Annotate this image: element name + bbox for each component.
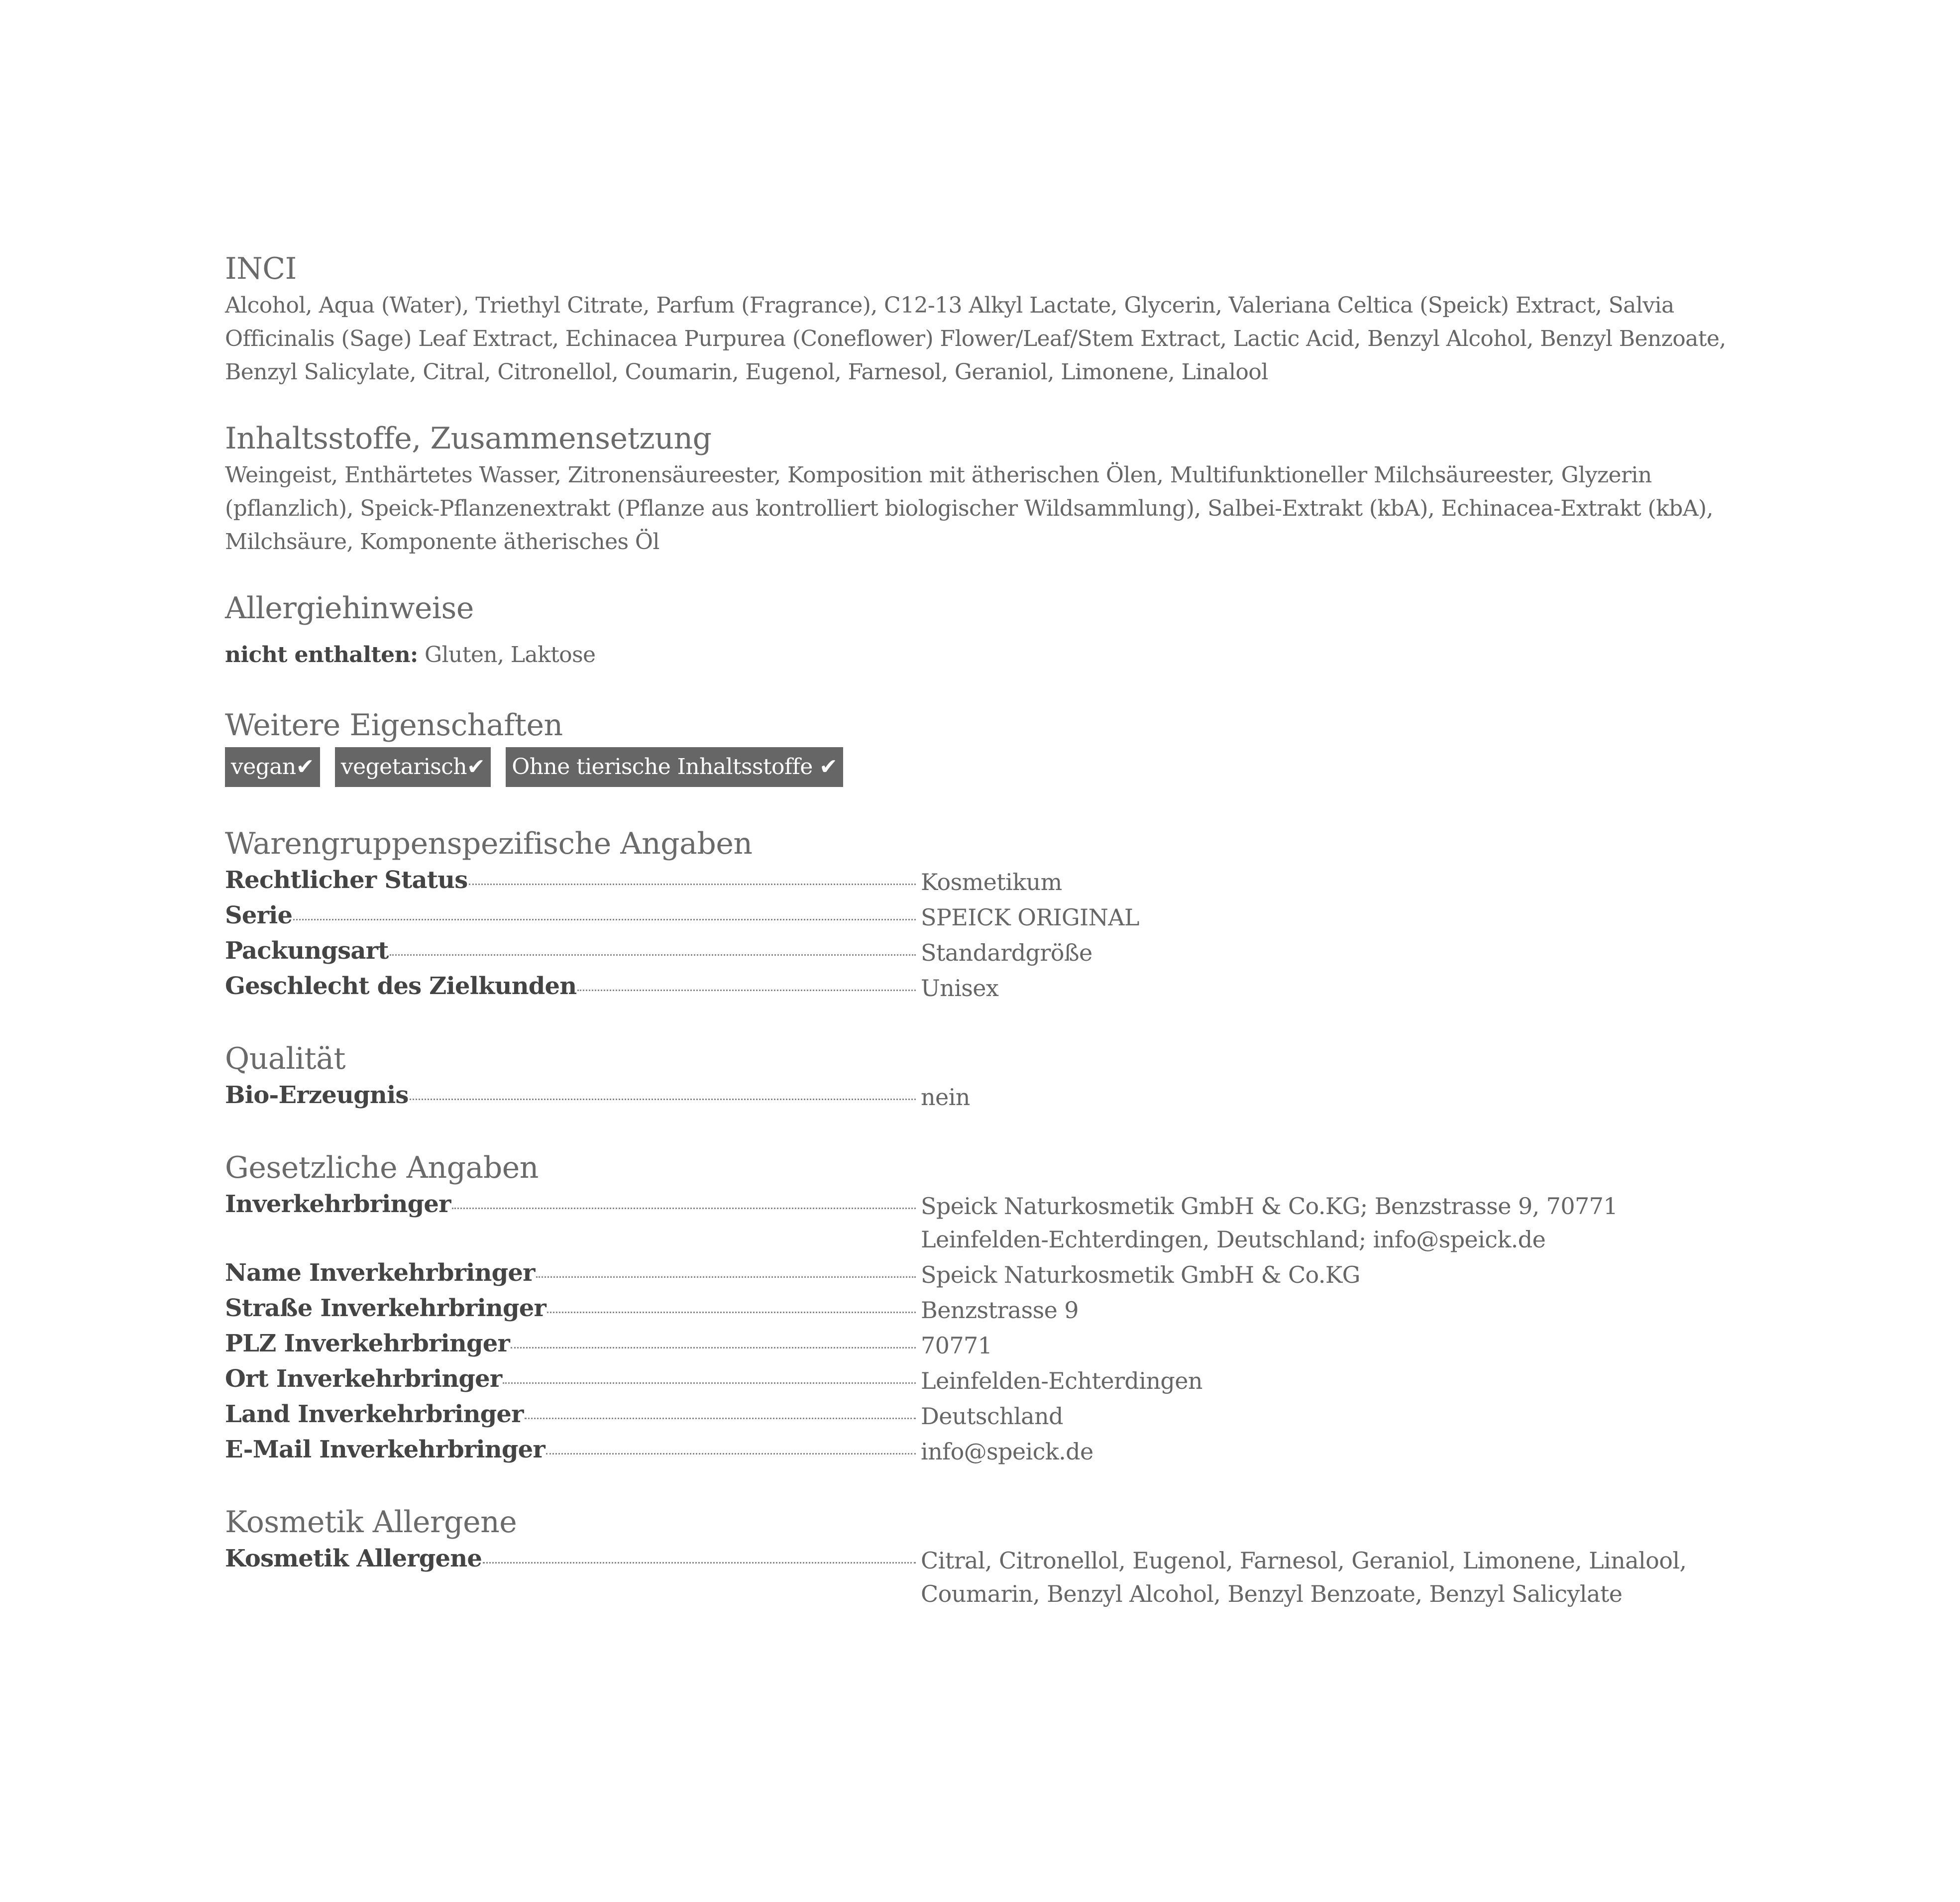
ingredients-heading: Inhaltsstoffe, Zusammensetzung: [225, 421, 712, 456]
row-value-distributor-name: Speick Naturkosmetik GmbH & Co.KG: [921, 1261, 1360, 1288]
product-group-row: [225, 934, 1738, 970]
row-value-legal-status: Kosmetikum: [921, 869, 1062, 895]
badge-no-animal-ingredients: Ohne tierische Inhaltsstoffe ✔: [506, 747, 843, 787]
legal-row: [225, 1362, 1738, 1398]
row-value-cosmetic-allergens: Citral, Citronellol, Eugenol, Farnesol, Geraniol, Limonene, Linalool, Coumarin, Benzyl Alcohol, Benzyl Benzoate, Benzyl Salicylate: [921, 1547, 1687, 1607]
dot-leader: [546, 1453, 916, 1454]
dot-leader: [293, 918, 916, 920]
row-key-series: Serie: [225, 901, 293, 929]
ingredients-text: Weingeist, Enthärtetes Wasser, Zitronensäureester, Komposition mit ätherischen Ölen, Multifunktioneller Milchsäureester, Glyzerin (pflanzlich), Speick-Pflanzenextrakt (Pflanze aus kontrolliert biologischer Wildsammlung), Salbei-Extrakt (kbA), Echinacea-Extrakt (kbA), Milchsäure, Komponente ätherisches Öl: [225, 462, 1713, 555]
cosmetic-allergens-section: [225, 1502, 1738, 1611]
row-value-series: SPEICK ORIGINAL: [921, 904, 1139, 931]
badge-vegan: vegan✔: [225, 747, 320, 787]
product-group-row: [225, 970, 1738, 1005]
allergy-section: [225, 588, 1738, 671]
dot-leader: [503, 1382, 916, 1384]
legal-section: [225, 1148, 1738, 1468]
dot-leader: [483, 1562, 916, 1564]
properties-heading: Weitere Eigenschaften: [225, 708, 563, 743]
product-group-row: [225, 899, 1738, 934]
inci-heading: INCI: [225, 251, 297, 286]
row-key-distributor-email: E-Mail Inverkehrbringer: [225, 1436, 545, 1463]
cosmetic-allergens-row: [225, 1542, 1738, 1611]
dot-leader: [525, 1417, 916, 1419]
product-group-row: [225, 864, 1738, 899]
allergy-heading: Allergiehinweise: [225, 591, 474, 626]
row-value-distributor-street: Benzstrasse 9: [921, 1297, 1079, 1324]
row-key-distributor-name: Name Inverkehrbringer: [225, 1259, 535, 1287]
ingredients-section: [225, 419, 1738, 559]
dot-leader: [536, 1276, 916, 1278]
dot-leader: [511, 1346, 916, 1348]
legal-table: [225, 1188, 1738, 1468]
badge-vegetarian: vegetarisch✔: [335, 747, 491, 787]
product-group-table: [225, 864, 1738, 1005]
row-value-organic: nein: [921, 1084, 970, 1111]
dot-leader: [390, 954, 916, 956]
row-key-distributor-zip: PLZ Inverkehrbringer: [225, 1330, 510, 1357]
row-key-distributor: Inverkehrbringer: [225, 1190, 451, 1218]
quality-row: [225, 1079, 1738, 1114]
row-value-distributor-city: Leinfelden-Echterdingen: [921, 1367, 1202, 1394]
row-value-package-type: Standardgröße: [921, 939, 1092, 966]
allergy-info: [225, 638, 1738, 671]
allergy-label: nicht enthalten:: [225, 642, 418, 668]
row-key-distributor-street: Straße Inverkehrbringer: [225, 1294, 546, 1322]
dot-leader: [469, 883, 916, 885]
quality-table: [225, 1079, 1738, 1114]
row-key-distributor-city: Ort Inverkehrbringer: [225, 1365, 502, 1393]
inci-section: [225, 249, 1738, 389]
row-value-distributor-email: info@speick.de: [921, 1438, 1093, 1465]
dot-leader: [410, 1098, 916, 1100]
row-key-cosmetic-allergens: Kosmetik Allergene: [225, 1545, 482, 1572]
allergy-value: Gluten, Laktose: [418, 642, 596, 668]
product-details: [225, 249, 1738, 1611]
legal-row: [225, 1292, 1738, 1327]
product-group-heading: Warengruppenspezifische Angaben: [225, 826, 753, 861]
inci-text: Alcohol, Aqua (Water), Triethyl Citrate, Parfum (Fragrance), C12-13 Alkyl Lactate, Glycerin, Valeriana Celtica (Speick) Extract, Salvia Officinalis (Sage) Leaf Extract, Echinacea Purpurea (Coneflower) Flower/Leaf/Stem Extract, Lactic Acid, Benzyl Alcohol, Benzyl Benzoate, Benzyl Salicylate, Citral, Citronellol, Coumarin, Eugenol, Farnesol, Geraniol, Limonene, Linalool: [225, 293, 1726, 385]
row-key-organic: Bio-Erzeugnis: [225, 1081, 409, 1109]
legal-row: [225, 1188, 1738, 1256]
row-key-target-gender: Geschlecht des Zielkunden: [225, 972, 577, 1000]
row-value-distributor-country: Deutschland: [921, 1403, 1063, 1430]
properties-section: [225, 705, 1738, 787]
dot-leader: [577, 989, 916, 991]
row-key-legal-status: Rechtlicher Status: [225, 866, 468, 894]
row-value-distributor-zip: 70771: [921, 1332, 992, 1359]
cosmetic-allergens-table: [225, 1542, 1738, 1611]
legal-row: [225, 1327, 1738, 1362]
property-badges: [225, 747, 1738, 787]
dot-leader: [452, 1207, 916, 1209]
legal-row: [225, 1256, 1738, 1292]
legal-heading: Gesetzliche Angaben: [225, 1150, 539, 1185]
dot-leader: [547, 1311, 916, 1313]
cosmetic-allergens-heading: Kosmetik Allergene: [225, 1505, 517, 1540]
row-value-target-gender: Unisex: [921, 975, 999, 1002]
row-key-package-type: Packungsart: [225, 937, 389, 965]
quality-section: [225, 1039, 1738, 1114]
row-key-distributor-country: Land Inverkehrbringer: [225, 1400, 524, 1428]
legal-row: [225, 1433, 1738, 1468]
legal-row: [225, 1398, 1738, 1433]
quality-heading: Qualität: [225, 1041, 345, 1076]
product-group-section: [225, 824, 1738, 1005]
row-value-distributor: Speick Naturkosmetik GmbH & Co.KG; Benzstrasse 9, 70771 Leinfelden-Echterdingen, Deutschland; info@speick.de: [921, 1193, 1618, 1253]
